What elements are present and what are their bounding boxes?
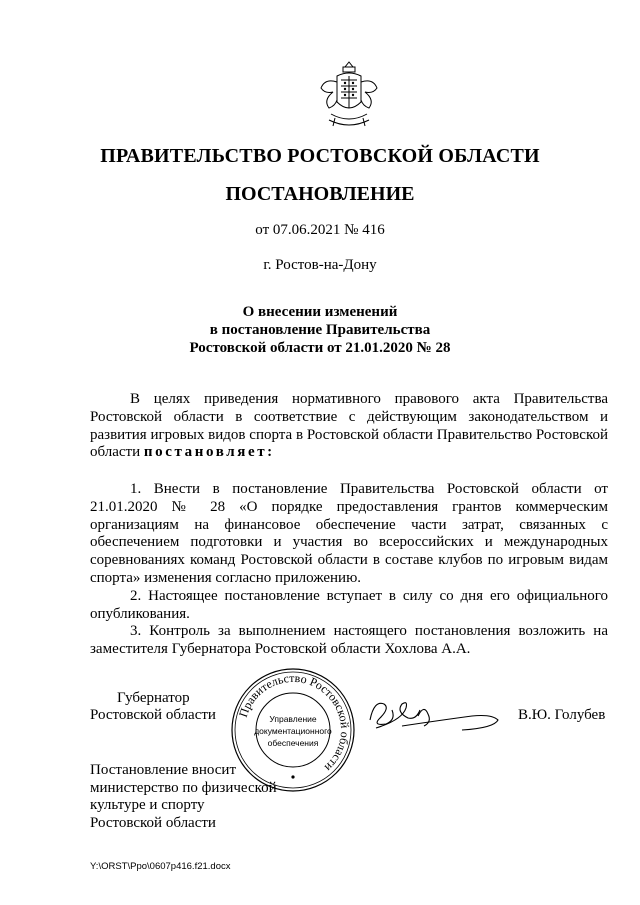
- introducer-line: культуре и спорту: [90, 797, 205, 813]
- signatory-name: В.Ю. Голубев: [518, 707, 606, 723]
- signatory-region: Ростовской области: [90, 707, 216, 723]
- decree-item: 2. Настоящее постановление вступает в силу со дня его официального опубликования.: [90, 587, 608, 622]
- government-title: ПРАВИТЕЛЬСТВО РОСТОВСКОЙ ОБЛАСТИ: [100, 145, 540, 167]
- subject-line: О внесении изменений: [242, 304, 398, 320]
- signatory-position: Губернатор: [117, 690, 190, 706]
- handwritten-signature: [362, 690, 502, 740]
- introducer-block: [90, 762, 277, 832]
- introducer-line: Постановление вносит: [90, 762, 237, 778]
- stamp-inner-line: Управление: [269, 714, 317, 724]
- decree-items: [90, 481, 608, 659]
- file-path: Y:\ORST\Ppo\0607p416.f21.docx: [90, 861, 231, 872]
- document-type: ПОСТАНОВЛЕНИЕ: [225, 183, 415, 205]
- decree-item: 1. Внести в постановление Правительства Ростовской области от 21.01.2020 № 28 «О порядке предоставления грантов коммерческим организациям на финансовое обеспечение части затрат, связанных с обеспечением подготовки и участия во всероссийских и международных соревнованиях команд Ростовской области в составе клубов по игровым видам спорта» изменения согласно приложению.: [90, 481, 608, 586]
- subject-line: Ростовской области от 21.01.2020 № 28: [189, 340, 451, 356]
- decree-item: 3. Контроль за выполнением настоящего постановления возложить на заместителя Губернатора Ростовской области Хохлова А.А.: [90, 623, 608, 658]
- introducer-line: министерство по физической: [90, 779, 277, 796]
- introducer-line: Ростовской области: [90, 814, 216, 831]
- stamp-inner-line: документационного: [254, 726, 332, 736]
- preamble-text: В целях приведения нормативного правового акта Правительства Ростовской области в соответствие с действующим законодательством и развития игровых видов спорта в Ростовской области Правительство Ростовской области: [90, 391, 608, 461]
- document-city: г. Ростов-на-Дону: [263, 257, 377, 273]
- coat-of-arms-icon: [315, 58, 383, 130]
- document-date-number: от 07.06.2021 № 416: [255, 222, 385, 238]
- stamp-ring-text: Правительство Ростовской области: [235, 670, 353, 775]
- preamble-paragraph: [90, 391, 608, 462]
- decree-word: постановляет:: [143, 444, 275, 461]
- subject-line: в постановление Правительства: [209, 322, 431, 338]
- document-subject: [0, 303, 640, 357]
- stamp-inner-line: обеспечения: [267, 738, 319, 748]
